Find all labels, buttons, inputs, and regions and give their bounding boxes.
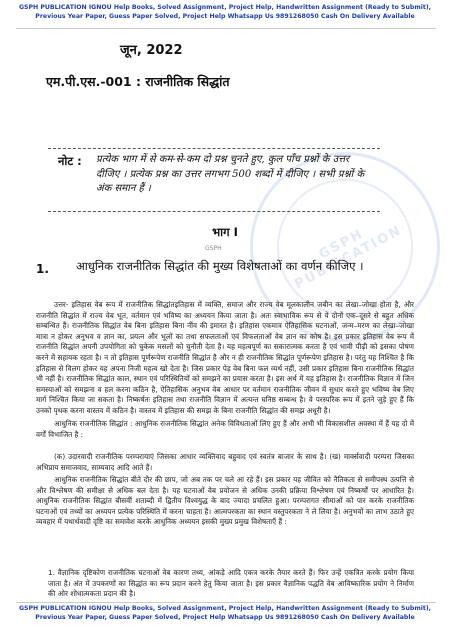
list-item: 1. वैज्ञानिक दृष्टिकोण राजनीतिक घटनाओं वेब कारण तथ्य, आंकड़े आदि एकत्र करके तैयार करते हैं। फिर उन्हें एकत्रित करके प्रयोग किया जाता है। अंत में उपकरणों का सिद्धांत का रूप प्रदान करने हेतु किया जाता है। इस प्रकार वैज्ञानिक पद्धति वेब आविष्कारिक प्रयोग ने निर्माण की ओर शोधात्मकता प्रदान की है। [48, 568, 414, 599]
watermark-text: GSPH PUBLICATION [292, 222, 405, 293]
course-title: एम.पी.एस.-001 : राजनीतिक सिद्धांत [46, 74, 230, 89]
section-heading: भाग I [212, 225, 238, 239]
exam-date: जून, 2022 [120, 43, 183, 58]
answer-paragraph: उत्तर- इतिहास वेब रूप में राजनीतिक सिद्धांतइतिहास में व्यक्ति, समाज और राज्य वेब मूलकालीन जबीन का लेखा–जोखा होता है, और राजनीति सिद्धांत में राज्य वेब भूत, वर्तमान एवं भविष्य का अध्ययन किया जाता है। अतः स्वाभाविक रूप से ये दोनों एक–दूसरे से बहुत अधिक सम्बन्धित हैं। राजनीतिक सिद्धांत वेब बिना इतिहास बिना नींव की इमारत है। इतिहास एकमात्र ऐतिहासिक घटनाओं, जन्म–मरण का लेखा–जोखा मात्रा न होकर अनुभव व ज्ञान का, प्रयत्न और भूलों का तथा सफलताओं एवं विफलताओं वेब ज्ञान का कोष है। इस प्रकार इतिहास वेब रूप में राजनीति सिद्धांत अपनी उपयोगिता को चुकेक मसलों को चुनौती देता है। यह महत्वपूर्ण का सकारात्मक करता है एवं भावी पीढ़ी को इसका पोषण करने में सहायक रहता है। न तो इतिहास पूर्णरूपेण राजनीति सिद्धांत है और न ही राजनीतिक सिद्धांत पूर्णरूपेण इतिहास है। परंतु यह निश्चित है कि इतिहास से विलग होकर यह अपना निजी महत्व खो देता है। जिस प्रकार पेड़ वेब बिना फल व्यर्थ नहीं, उसी प्रकार इतिहास बिना राजनीतिक सिद्धांत भी नहीं है। राजनीतिक सिद्धांत काल, स्थान एवं परिस्थितियों को समझने का प्रयास करता है। इस अर्थ में यह इतिहास है। राजनीतिक विज्ञान में जिन समस्याओं को समझना व हल करना कठिन है, ऐतिहासिक अनुभव वेब आधार पर वर्तमान राजनीतिक जीवन में सुधार करते हुए भविष्य वेब लिए मार्ग निश्चित किया जा सकता है। निष्कर्षतः इतिहास तथा राजनीति विज्ञान में अत्यन्त घनिष्ठ सम्बन्ध है। वे परस्परिक रूप में इतने जुड़े हुए हैं कि उनको पृथक करना वास्तव में कठिन है। वास्तव में इतिहास की समझ के बिना राजनीति सिद्धांत की समझ अधूरी है। [36, 300, 414, 415]
header-divider [16, 28, 436, 29]
answer-paragraph: (क) उदारवादी राजनीतिक परम्परायाएं जिसका आधार व्यक्तिवाद बहुवाद एवं स्वतंत्र बाजार के साथ है। (ख) मार्क्सवादी परम्परा जिसका अभिप्राय समाजवाद, साम्यवाद आदि आते हैं। [36, 452, 414, 472]
question-text: आधुनिक राजनीतिक सिद्धांत की मुख्य विशेषताओं का वर्णन कीजिए । [76, 259, 364, 273]
answer-paragraph: आधुनिक राजनीतिक सिद्धांत बीते दौर की छाप, जो अब तक पर चले आ रहे हैं। इस प्रकार यह जीवित को नैतिकता से समीपस्थ उत्पत्ति से और विश्लेषण की समीक्षा से अधिक बल देता है। यह घटनाओं वेब प्रयोजन से अधिक उनकी प्रक्रिया विश्लेषण एवं निष्कर्षों पर आधारित है। आधुनिक राजनीतिक सिद्धांत बीसवीं शताब्दी में द्वितीय विश्वयुद्ध के बाद ज्यादा प्रचलित हुआ। परम्परागत सीमाओं को पार करके राजनीतिक घटनाओं एवं तथ्यों का अध्ययन प्रत्येक परिस्थिति में करना चाहता है। आत्मपरकता का स्थान वस्तुपरकता ने ले लिया है। अनुभवों का लाभ उठाते हुए व्यवहार में यथार्थवादी दृष्टि का समावेश करके आधुनिक अध्ययन इसकी मुख्य प्रमुख विशेषताएँ हैं : [36, 475, 414, 527]
footer-banner-line-2: Previous Year Paper, Guess Paper Solved, Project Help Whatsapp Us 9891268050 Cash On Delivery Available [35, 613, 415, 621]
footer-banner [0, 605, 450, 633]
header-banner-line-1: GSPH PUBLICATION IGNOU Help Books, Solved Assignment, Project Help, Handwritten Assignment (Ready to Submit), [18, 4, 432, 11]
footer-banner-line-1: GSPH PUBLICATION IGNOU Help Books, Solved Assignment, Project Help, Handwritten Assignment (Ready to Submit), [18, 605, 432, 612]
note-text: प्रत्येक भाग में से कम-से-कम दो प्रश्न चुनते हुए, कुल पाँच प्रश्नों के उत्तर दीजिए । प्रत्येक प्रश्न का उत्तर लगभग 500 शब्दों में दीजिए । सभी प्रश्नों के अंक समान हैं । [96, 154, 365, 194]
answer-paragraph: आधुनिक राजनीतिक सिद्धांत : आधुनिक राजनीतिक सिद्धांत अनेक विविधताओं लिए हुए हैं और अभी भी विकासशील अवस्था में हैं यह दो में वर्गों विभाजित है : [36, 419, 414, 439]
footer-divider [16, 602, 436, 603]
question-number: 1. [36, 262, 49, 276]
gsph-mark: GSPH [205, 245, 222, 252]
header-banner [0, 0, 450, 26]
header-banner-line-2: Previous Year Paper, Guess Paper Solved, Project Help Whatsapp Us 9891268050 Cash On Delivery Available [35, 12, 415, 20]
note-label: नोट : [58, 154, 82, 168]
